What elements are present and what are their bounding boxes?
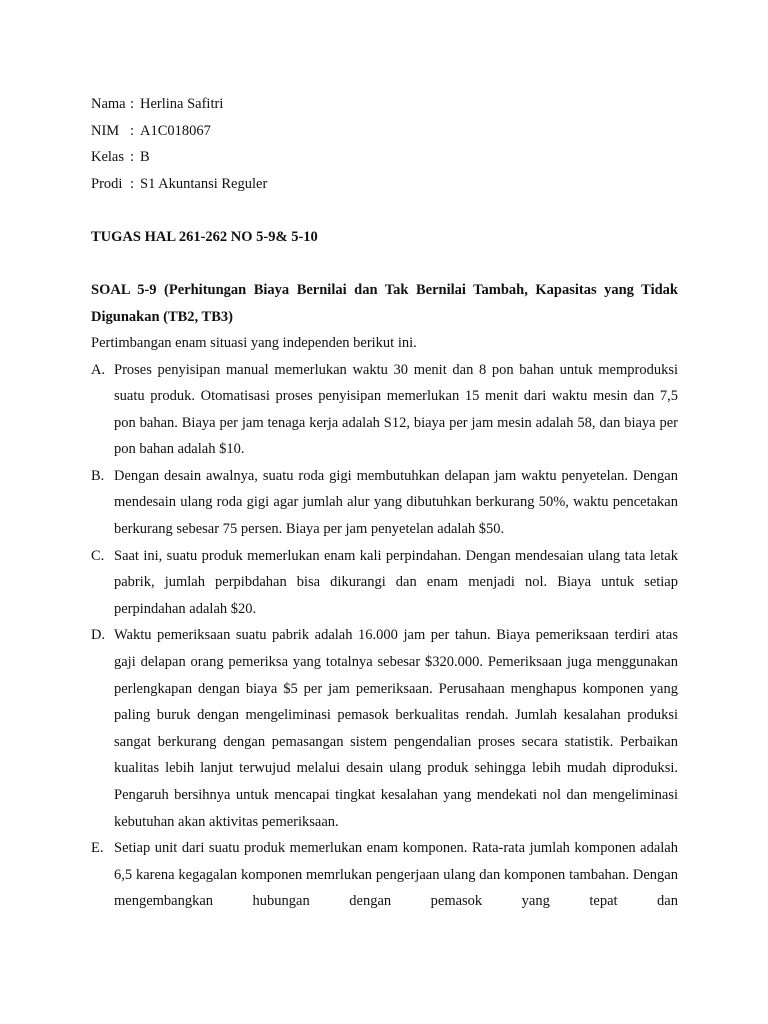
info-separator: : <box>130 175 135 192</box>
info-label: Kelas <box>91 149 125 165</box>
list-item <box>91 835 678 915</box>
item-text: Setiap unit dari suatu produk memerlukan enam komponen. Rata-rata jumlah komponen adalah 6,5 karena kegagalan komponen memrlukan pengerjaan ulang dan komponen tambahan. Dengan mengembangkan hubungan dengan pemasok yang tepat dan <box>114 840 678 910</box>
info-separator: : <box>130 149 135 165</box>
info-label: Nama <box>91 96 126 112</box>
info-value: S1 Akuntansi Reguler <box>140 175 268 192</box>
info-value: A1C018067 <box>140 122 211 139</box>
task-title: TUGAS HAL 261-262 NO 5-9& 5-10 <box>91 229 318 245</box>
list-item <box>91 357 678 463</box>
info-row-nim <box>91 118 678 145</box>
situation-list <box>91 357 678 915</box>
item-text: Proses penyisipan manual memerlukan waktu 30 menit dan 8 pon bahan untuk memproduksi suatu produk. Otomatisasi proses penyisipan memerlukan 15 menit dari waktu mesin dan 7,5 pon bahan. Biaya per jam tenaga kerja adalah S12, biaya per jam mesin adalah 58, dan biaya per pon bahan adalah $10. <box>114 361 678 458</box>
problem-intro: Pertimbangan enam situasi yang independen berikut ini. <box>91 335 417 351</box>
item-letter: C. <box>91 547 105 564</box>
list-item <box>91 622 678 835</box>
info-separator: : <box>130 122 135 139</box>
item-text: Saat ini, suatu produk memerlukan enam kali perpindahan. Dengan mendesaian ulang tata letak pabrik, jumlah perpibdahan bisa dikurangi dan enam menjadi nol. Biaya untuk setiap perpindahan adalah $20. <box>114 547 678 617</box>
item-text: Waktu pemeriksaan suatu pabrik adalah 16.000 jam per tahun. Biaya pemeriksaan terdiri atas gaji delapan orang pemeriksa yang totalnya sebesar $320.000. Pemeriksaan juga menggunakan perlengkapan dengan biaya $5 per jam pemeriksaan. Perusahaan menghapus komponen yang paling buruk dengan mengeliminasi pemasok berkualitas rendah. Jumlah kesalahan produksi sangat berkurang dengan pemasangan sistem pengendalian proses secara statistik. Perbaikan kualitas lebih lanjut terwujud melalui desain ulang produk sehingga lebih mudah diproduksi. Pengaruh bersihnya untuk mencapai tingkat kesalahan yang mendekati nol dan mengeliminasi kebutuhan akan aktivitas pemeriksaan. <box>114 627 678 830</box>
student-info <box>91 91 678 197</box>
info-label: NIM <box>91 122 120 139</box>
problem-title: SOAL 5-9 (Perhitungan Biaya Bernilai dan Tak Bernilai Tambah, Kapasitas yang Tidak Digunakan (TB2, TB3) <box>91 282 678 325</box>
item-text: Dengan desain awalnya, suatu roda gigi membutuhkan delapan jam waktu penyetelan. Dengan mendesain ulang roda gigi agar jumlah alur yang dibutuhkan berkurang 50%, waktu pencetakan berkurang sebesar 75 persen. Biaya per jam penyetelan adalah $50. <box>114 467 678 538</box>
info-label: Prodi <box>91 175 123 192</box>
list-item <box>91 463 678 543</box>
item-letter: A. <box>91 361 106 378</box>
list-item <box>91 543 678 623</box>
document-content <box>91 91 678 915</box>
item-letter: E. <box>91 840 104 857</box>
info-value: B <box>140 149 150 165</box>
info-row-kelas <box>91 144 678 171</box>
info-value: Herlina Safitri <box>140 96 224 112</box>
info-separator: : <box>130 96 135 112</box>
info-row-nama <box>91 91 678 118</box>
item-letter: D. <box>91 627 106 644</box>
info-row-prodi <box>91 171 678 198</box>
item-letter: B. <box>91 467 105 484</box>
